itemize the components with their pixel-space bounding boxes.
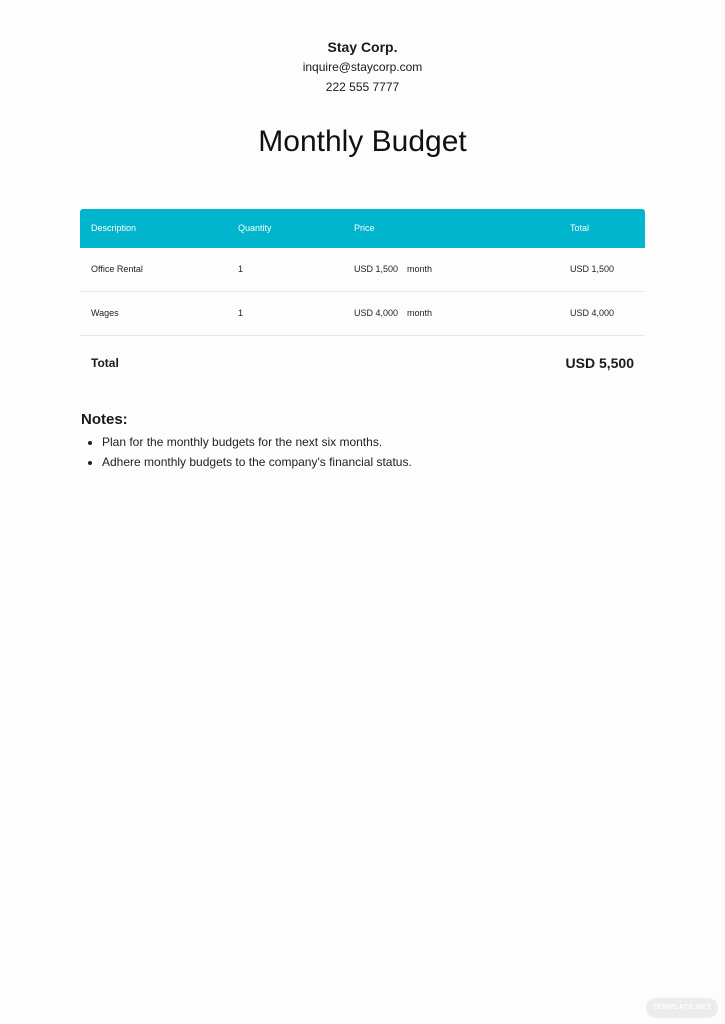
list-item: • Adhere monthly budgets to the company's financial status.: [102, 452, 641, 472]
list-item: • Plan for the monthly budgets for the next six months.: [102, 432, 641, 452]
budget-table: [80, 209, 645, 336]
grand-total-value: USD 5,500: [565, 355, 634, 371]
table-header: [80, 209, 645, 248]
template-watermark: TEMPLATE.NET: [646, 998, 718, 1018]
row-unit: month: [407, 308, 433, 318]
grand-total-row: [80, 345, 645, 381]
row-quantity: 1: [238, 308, 244, 318]
row-price: USD 4,000: [354, 308, 399, 318]
grand-total-label: Total: [91, 356, 119, 370]
table-row: [80, 292, 645, 336]
row-total: USD 1,500: [570, 264, 615, 274]
page-title: Monthly Budget: [258, 125, 467, 158]
company-phone: 222 555 7777: [325, 80, 400, 94]
notes-section: [81, 409, 641, 472]
row-description: Office Rental: [91, 264, 143, 274]
row-unit: month: [407, 264, 433, 274]
notes-list: [81, 432, 641, 472]
table-row: [80, 248, 645, 292]
column-header-description: Description: [91, 223, 137, 233]
row-price: USD 1,500: [354, 264, 399, 274]
row-description: Wages: [91, 308, 119, 318]
row-total: USD 4,000: [570, 308, 615, 318]
row-quantity: 1: [238, 264, 244, 274]
column-header-price: Price: [354, 223, 375, 233]
company-name: Stay Corp.: [327, 39, 398, 55]
column-header-total: Total: [570, 223, 590, 233]
company-header: [0, 37, 725, 97]
column-header-quantity: Quantity: [238, 223, 272, 233]
notes-title: Notes:: [81, 411, 128, 428]
company-email: inquire@staycorp.com: [302, 60, 423, 74]
